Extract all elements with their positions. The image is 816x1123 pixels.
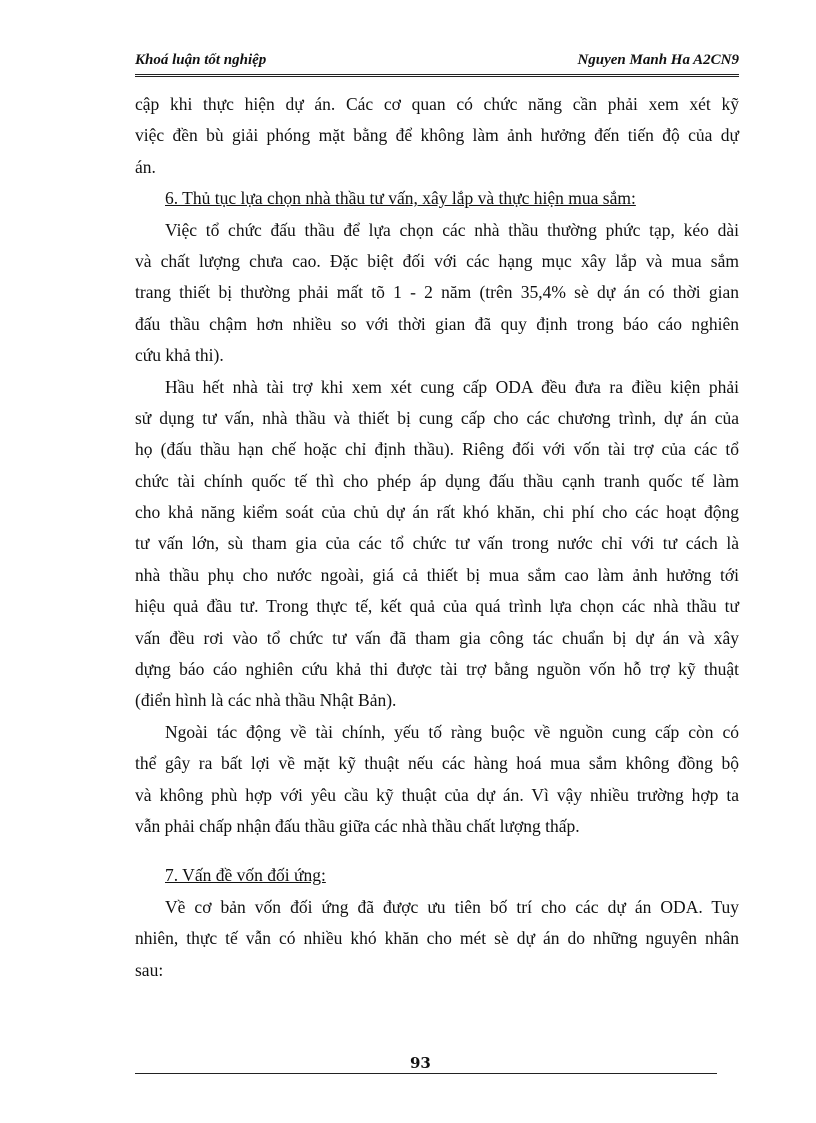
text-line: Về cơ bản vốn đối ứng đã được ưu tiên bố trí cho các dự án ODA. Tuy xyxy=(165,896,739,917)
text-line: Ngoài tác động về tài chính, yếu tố ràng buộc về nguồn cung cấp còn có xyxy=(165,721,739,742)
text-line: và không phù hợp với yêu cầu kỹ thuật của dự án. Vì vậy nhiều trường hợp ta xyxy=(135,784,739,805)
page-number: 93 xyxy=(410,1054,431,1072)
text-line: (điển hình là các nhà thầu Nhật Bản). xyxy=(135,690,397,711)
paragraph-gap xyxy=(135,842,739,860)
text-line: và chất lượng chưa cao. Đặc biệt đối với các hạng mục xây lắp và mua sắm xyxy=(135,250,739,271)
page-header xyxy=(135,50,739,77)
text-line: tư vấn lớn, sù tham gia của các tổ chức tư vấn trong nước chỉ với tư cách là xyxy=(135,533,739,554)
text-line: đấu thầu chậm hơn nhiều so với thời gian đã quy định trong báo cáo nghiên xyxy=(135,313,739,334)
text-line: cho khả năng kiểm soát của chủ dự án rất khó khăn, chi phí cho các hoạt động xyxy=(135,502,739,523)
text-line: nhiên, thực tế vẫn có nhiều khó khăn cho mét sè dự án do những nguyên nhân xyxy=(135,928,739,949)
text-line: trang thiết bị thường phải mất tõ 1 - 2 năm (trên 35,4% sè dự án có thời gian xyxy=(135,282,739,303)
text-line: hiệu quả đầu tư. Trong thực tế, kết quả của quá trình lựa chọn các nhà thầu tư xyxy=(135,596,739,617)
text-line: cứu khả thi). xyxy=(135,345,224,366)
section-heading-7: 7. Vấn đề vốn đối ứng: xyxy=(165,865,326,886)
text-line: việc đền bù giải phóng mặt bằng để không làm ảnh hưởng đến tiến độ của dự xyxy=(135,125,739,146)
text-line: Việc tổ chức đấu thầu để lựa chọn các nhà thầu thường phức tạp, kéo dài xyxy=(165,219,739,240)
text-line: cập khi thực hiện dự án. Các cơ quan có chức năng cần phải xem xét kỹ xyxy=(135,94,739,114)
text-line: sử dụng tư vấn, nhà thầu và thiết bị cung cấp cho các chương trình, dự án của xyxy=(135,407,739,428)
text-line: họ (đấu thầu hạn chế hoặc chỉ định thầu). Riêng đối với vốn tài trợ của các tổ xyxy=(135,439,739,460)
text-line: vấn đều rơi vào tổ chức tư vấn đã tham gia công tác chuẩn bị dự án và xây xyxy=(135,627,739,648)
footer-divider xyxy=(135,1073,717,1074)
text-line: vẫn phải chấp nhận đấu thầu giữa các nhà thầu chất lượng thấp. xyxy=(135,815,580,836)
text-line: chức tài chính quốc tế thì cho phép áp dụng đấu thầu cạnh tranh quốc tế làm xyxy=(135,470,739,491)
text-line: Hầu hết nhà tài trợ khi xem xét cung cấp ODA đều đưa ra điều kiện phải xyxy=(165,376,739,397)
text-line: nhà thầu phụ cho nước ngoài, giá cả thiết bị mua sắm cao làm ảnh hưởng tới xyxy=(135,564,739,585)
page-body xyxy=(135,89,739,986)
text-line: dựng báo cáo nghiên cứu khả thi được tài trợ bằng nguồn vốn hỗ trợ kỹ thuật xyxy=(135,659,739,680)
text-line: thể gây ra bất lợi về mặt kỹ thuật nếu các hàng hoá mua sắm không đồng bộ xyxy=(135,753,739,774)
header-author: Nguyen Manh Ha A2CN9 xyxy=(577,52,739,68)
header-thesis-title: Khoá luận tốt nghiệp xyxy=(135,52,267,68)
text-line: án. xyxy=(135,156,156,177)
text-line: sau: xyxy=(135,959,164,980)
section-heading-6: 6. Thủ tục lựa chọn nhà thầu tư vấn, xây lắp và thực hiện mua sắm: xyxy=(165,188,636,209)
